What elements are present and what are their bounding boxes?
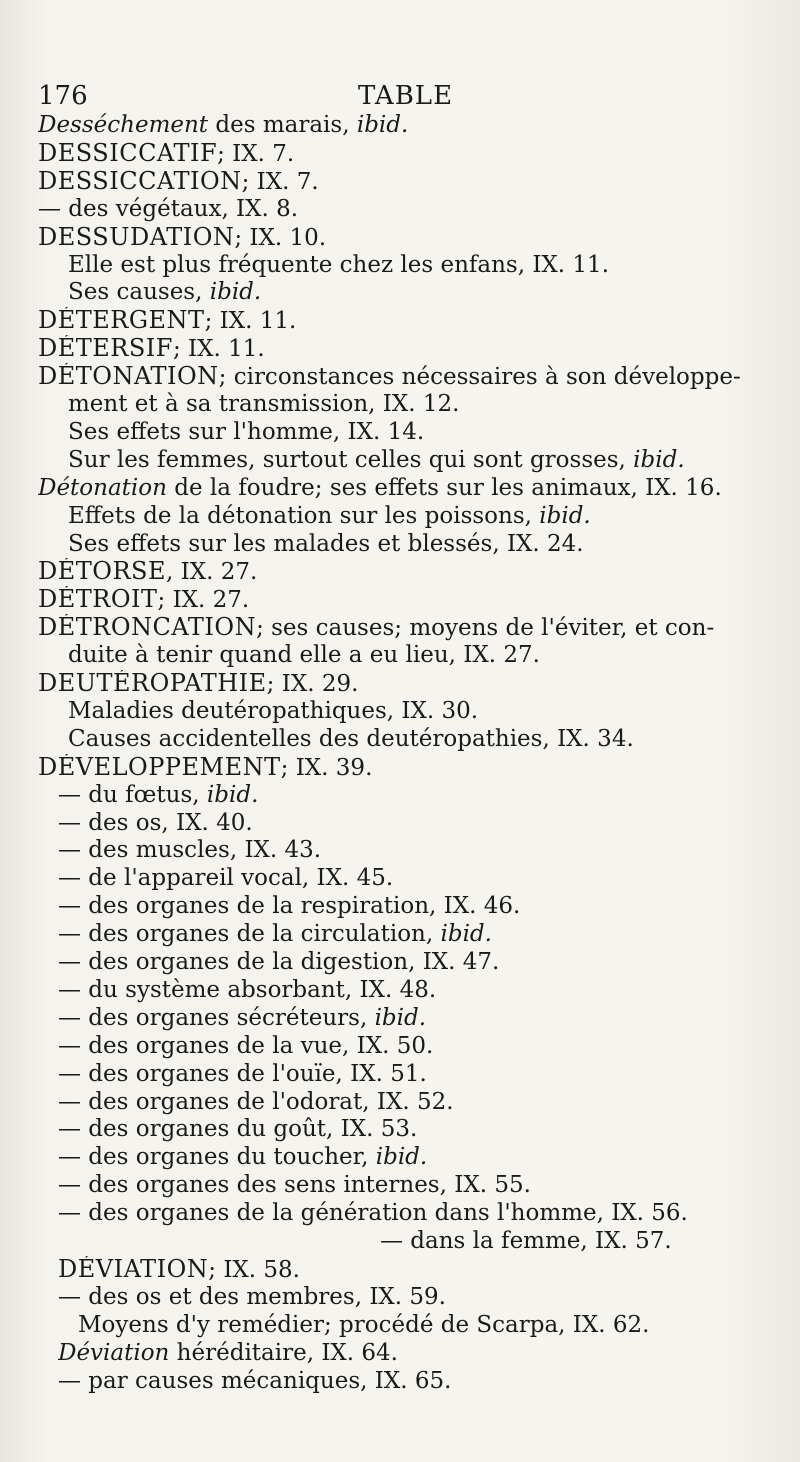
index-entry-line xyxy=(58,977,800,1004)
index-entry-line xyxy=(58,1005,800,1032)
index-entry-line xyxy=(58,1089,800,1116)
entry-text: — par causes mécaniques, IX. 65. xyxy=(58,1367,452,1394)
entry-text: ; IX. 11. xyxy=(172,336,265,363)
index-entry-line xyxy=(38,335,800,362)
entry-headword: DÉVELOPPEMENT xyxy=(38,753,281,781)
entry-italic-text: ibid. xyxy=(539,502,591,529)
index-entry-line xyxy=(58,865,800,892)
index-entry-line xyxy=(68,726,800,753)
index-entry-line xyxy=(68,447,800,474)
entry-headword: DÉVIATION xyxy=(58,1255,209,1283)
entry-text: ; IX. 7. xyxy=(217,140,295,167)
entry-headword: DESSICCATIF xyxy=(38,139,218,167)
entry-text: ; IX. 27. xyxy=(157,587,250,614)
entry-text: Causes accidentelles des deutéropathies, IX. 34. xyxy=(68,725,634,752)
entry-text: des marais, xyxy=(208,112,357,138)
index-entry-line xyxy=(58,810,800,837)
entry-text: ; IX. 11. xyxy=(204,308,297,335)
entry-text: — des organes sécréteurs, xyxy=(58,1004,375,1031)
entry-headword: DÉTERSIF xyxy=(38,335,173,363)
index-entry-line xyxy=(38,475,800,502)
entry-text: — des organes de la vue, IX. 50. xyxy=(58,1032,434,1059)
entry-text: ment et à sa transmission, IX. 12. xyxy=(68,391,460,417)
entry-headword: DÉTERGENT xyxy=(38,307,205,335)
entry-headword: DEUTÉROPATHIE xyxy=(38,670,267,697)
entry-text: Maladies deutéropathiques, IX. 30. xyxy=(68,697,479,724)
page-header xyxy=(38,78,778,114)
entry-text: Effets de la détonation sur les poissons, xyxy=(68,502,540,529)
entry-text: — des organes de la respiration, IX. 46. xyxy=(58,893,521,920)
entry-text: — des os et des membres, IX. 59. xyxy=(58,1283,446,1310)
index-entry-line xyxy=(38,224,800,251)
index-entry-line xyxy=(38,112,800,139)
index-entry-line xyxy=(68,698,800,725)
index-entry-line xyxy=(58,921,800,948)
running-title: TABLE xyxy=(358,81,454,111)
entry-text: — des organes du goût, IX. 53. xyxy=(58,1116,418,1143)
index-entry-line xyxy=(78,1312,800,1339)
entry-text: ; ses causes; moyens de l'éviter, et con- xyxy=(256,615,715,642)
index-entry-line xyxy=(38,558,800,585)
entry-italic-text: ibid. xyxy=(206,781,259,808)
index-entry-line xyxy=(38,586,800,613)
entry-text: — des organes de la génération dans l'homme, IX. 56. xyxy=(58,1200,688,1227)
entry-italic-text: ibid. xyxy=(356,112,409,138)
index-entry-line xyxy=(38,168,800,195)
index-entry-line xyxy=(58,1256,800,1283)
entry-text: Moyens d'y remédier; procédé de Scarpa, IX. 62. xyxy=(78,1311,650,1338)
entry-text: ; IX. 29. xyxy=(266,671,359,697)
entry-text: ; IX. 7. xyxy=(241,168,319,195)
entry-text: — du fœtus, xyxy=(58,781,207,808)
index-entry-line xyxy=(68,503,800,530)
entry-text: ; circonstances nécessaires à son développe- xyxy=(218,364,741,391)
entry-italic-text: ibid. xyxy=(375,1144,428,1171)
entry-text: — des organes des sens internes, IX. 55. xyxy=(58,1172,531,1199)
index-entry-line xyxy=(58,1033,800,1060)
entry-italic-text: ibid. xyxy=(440,921,492,948)
entry-text: — de l'appareil vocal, IX. 45. xyxy=(58,865,394,892)
index-entry-line xyxy=(58,1340,800,1367)
index-entry-line xyxy=(58,949,800,976)
index-entry-line xyxy=(58,1172,800,1199)
index-entry-line xyxy=(58,1368,800,1395)
index-entry-line xyxy=(38,754,800,781)
index-entry-line xyxy=(38,140,800,167)
index-entry-line xyxy=(58,1061,800,1088)
entry-text: — dans la femme, IX. 57. xyxy=(380,1228,672,1254)
entry-headword: DESSICCATION xyxy=(38,167,242,195)
index-entry-line xyxy=(68,391,800,418)
entry-italic-text: Détonation xyxy=(38,474,167,501)
entry-italic-text: Déviation xyxy=(58,1339,170,1366)
entry-text: Sur les femmes, surtout celles qui sont grosses, xyxy=(68,446,634,473)
index-entry-line xyxy=(38,196,800,223)
index-entry-line xyxy=(38,307,800,334)
entry-text: Elle est plus fréquente chez les enfans, IX. 11. xyxy=(68,251,610,278)
entry-text: ; IX. 39. xyxy=(280,754,373,781)
entry-italic-text: ibid. xyxy=(633,446,685,473)
entry-text: héréditaire, IX. 64. xyxy=(169,1339,398,1366)
entry-italic-text: Desséchement xyxy=(38,112,209,138)
entry-text: — des organes de l'ouïe, IX. 51. xyxy=(58,1060,427,1087)
page-number: 176 xyxy=(38,81,88,111)
entry-text: , IX. 27. xyxy=(165,559,258,586)
entry-headword: DÉTONATION xyxy=(38,363,219,391)
entry-italic-text: ibid. xyxy=(374,1004,427,1031)
index-entry-line xyxy=(68,279,800,306)
index-entry-line xyxy=(38,363,800,390)
entry-headword: DESSUDATION xyxy=(38,223,235,251)
entry-text: — des os, IX. 40. xyxy=(58,809,253,836)
index-entry-line xyxy=(38,614,800,641)
entry-text: — des organes de l'odorat, IX. 52. xyxy=(58,1088,454,1115)
entry-text: ; IX. 10. xyxy=(234,224,327,251)
entry-headword: DÉTRONCATION xyxy=(38,614,257,642)
entry-text: duite à tenir quand elle a eu lieu, IX. 27. xyxy=(68,642,540,669)
index-entry-line xyxy=(68,419,800,446)
index-entry-line xyxy=(58,893,800,920)
index-entry-line xyxy=(68,531,800,558)
entry-text: Ses causes, xyxy=(68,279,210,306)
entry-text: — des végétaux, IX. 8. xyxy=(38,195,299,222)
entry-text: — du système absorbant, IX. 48. xyxy=(58,976,437,1003)
index-entry-line xyxy=(58,1284,800,1311)
entry-headword: DÉTROIT xyxy=(38,586,158,614)
index-entry-line xyxy=(58,1200,800,1227)
entry-text: Ses effets sur les malades et blessés, IX. 24. xyxy=(68,530,584,557)
index-entry-line xyxy=(58,1144,800,1171)
entry-text: — des organes de la digestion, IX. 47. xyxy=(58,949,500,975)
index-entry-line xyxy=(58,782,800,809)
entry-text: ; IX. 58. xyxy=(208,1256,300,1283)
entry-text: — des muscles, IX. 43. xyxy=(58,837,322,864)
index-entry-line xyxy=(58,1116,800,1143)
index-entry-line xyxy=(38,670,800,697)
index-entry-line xyxy=(58,837,800,864)
entry-text: — des organes de la circulation, xyxy=(58,921,441,948)
entry-text: Ses effets sur l'homme, IX. 14. xyxy=(68,418,425,445)
index-entry-line xyxy=(380,1228,800,1255)
entry-text: — des organes du toucher, xyxy=(58,1144,376,1171)
index-entry-line xyxy=(68,642,800,669)
index-entry-line xyxy=(68,252,800,279)
entry-italic-text: ibid. xyxy=(209,279,262,306)
entry-text: de la foudre; ses effets sur les animaux, IX. 16. xyxy=(166,474,722,501)
entry-headword: DÉTORSE xyxy=(38,558,166,586)
